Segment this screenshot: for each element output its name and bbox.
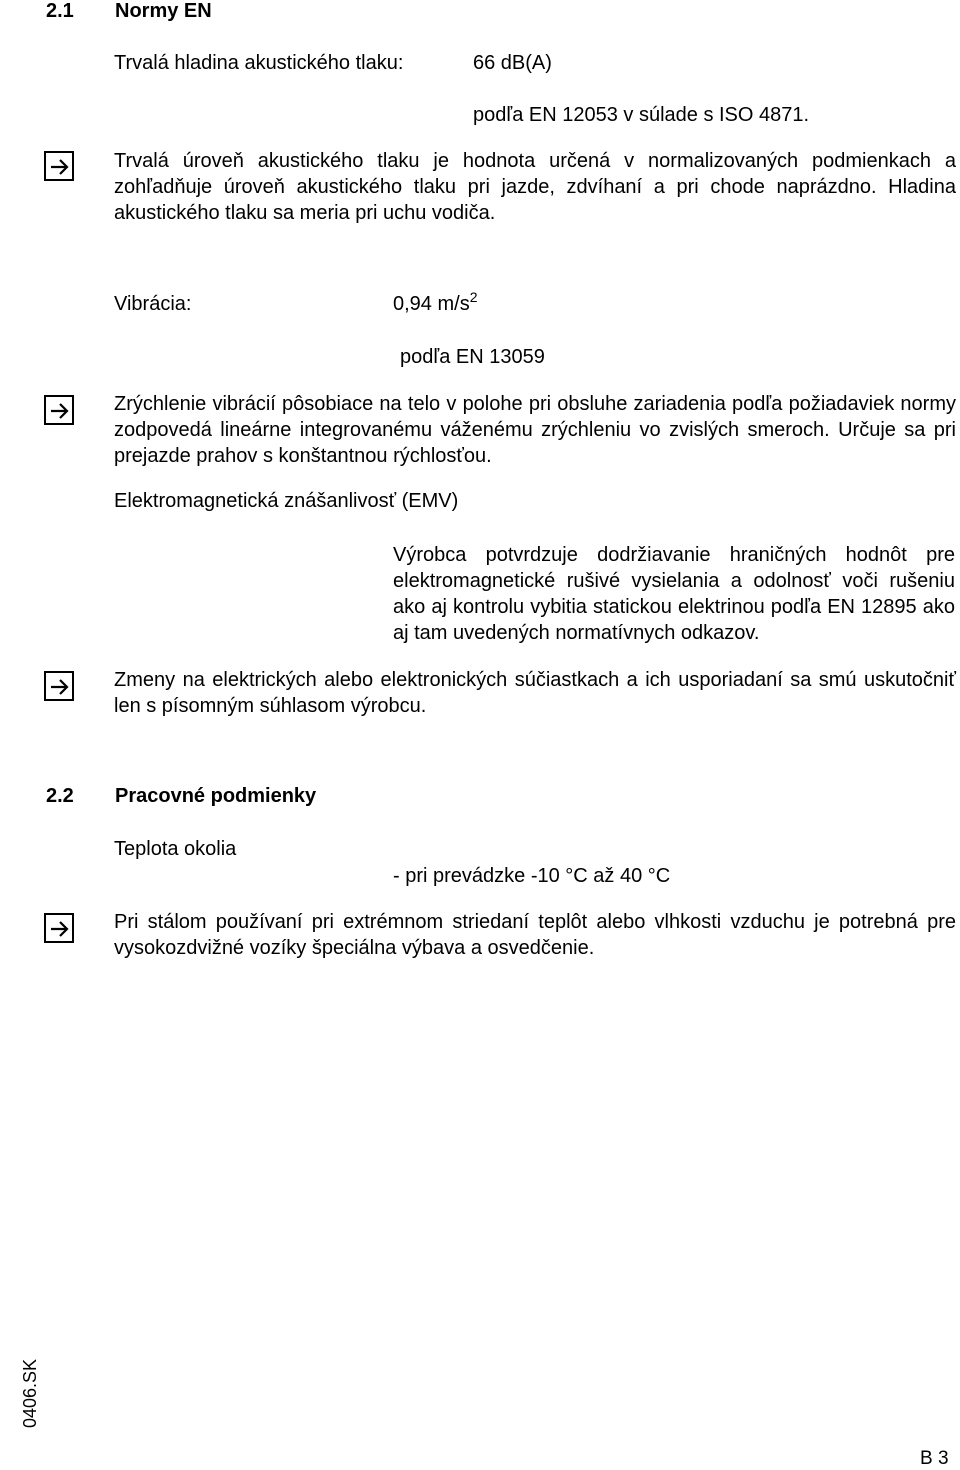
noise-value: 66 dB(A)	[473, 52, 552, 74]
vibration-exponent: 2	[469, 289, 478, 305]
section-number: 2.1	[46, 0, 74, 22]
vibration-note: Zrýchlenie vibrácií pôsobiace na telo v polohe pri obsluhe zariadenia podľa požiadaviek normy zodpovedá lineárne integrovanému váženému zrýchleniu vo zvislých smeroch. Určuje sa pri prejazde prahov s konštantnou rýchlosťou.	[114, 393, 956, 467]
vibration-standard: podľa EN 13059	[400, 346, 545, 368]
noise-label: Trvalá hladina akustického tlaku:	[114, 52, 404, 74]
section-number: 2.2	[46, 785, 74, 807]
section-title: Normy EN	[115, 0, 212, 22]
vibration-value	[393, 289, 478, 316]
arrow-right-icon	[44, 671, 74, 701]
emc-text: Výrobca potvrdzuje dodržiavanie hraničných hodnôt pre elektromagnetické rušivé vysielania a odolnosť voči rušeniu ako aj kontrolu vybitia statickou elektrinou podľa EN 12895 ako aj tam uvedených normatívnych odkazov.	[393, 544, 955, 644]
noise-note: Trvalá úroveň akustického tlaku je hodnota určená v normalizovaných podmienkach a zohľadňuje úroveň akustického tlaku pri jazde, zdvíhaní a pri chode naprázdno. Hladina akustického tlaku sa meria pri uchu vodiča.	[114, 150, 956, 224]
doc-code	[0, 1350, 40, 1430]
arrow-right-icon	[44, 151, 74, 181]
emc-label: Elektromagnetická znášanlivosť (EMV)	[114, 490, 459, 512]
doc-code-text: 0406.SK	[20, 1358, 40, 1428]
vibration-label: Vibrácia:	[114, 293, 192, 315]
vibration-value-text: 0,94 m/s	[393, 293, 470, 315]
emc-note: Zmeny na elektrických alebo elektronických súčiastkach a ich usporiadaní sa smú uskutočniť len s písomným súhlasom výrobcu.	[114, 669, 956, 717]
temperature-note: Pri stálom používaní pri extrémnom striedaní teplôt alebo vlhkosti vzduchu je potrebná pre vysokozdvižné vozíky špeciálna výbava a osvedčenie.	[114, 911, 956, 959]
noise-standard: podľa EN 12053 v súlade s ISO 4871.	[473, 104, 810, 126]
page-number: B 3	[920, 1448, 949, 1469]
arrow-right-icon	[44, 395, 74, 425]
section-title: Pracovné podmienky	[115, 785, 317, 807]
temperature-value: - pri prevádzke -10 °C až 40 °C	[393, 865, 671, 887]
temperature-label: Teplota okolia	[114, 838, 237, 860]
arrow-right-icon	[44, 913, 74, 943]
